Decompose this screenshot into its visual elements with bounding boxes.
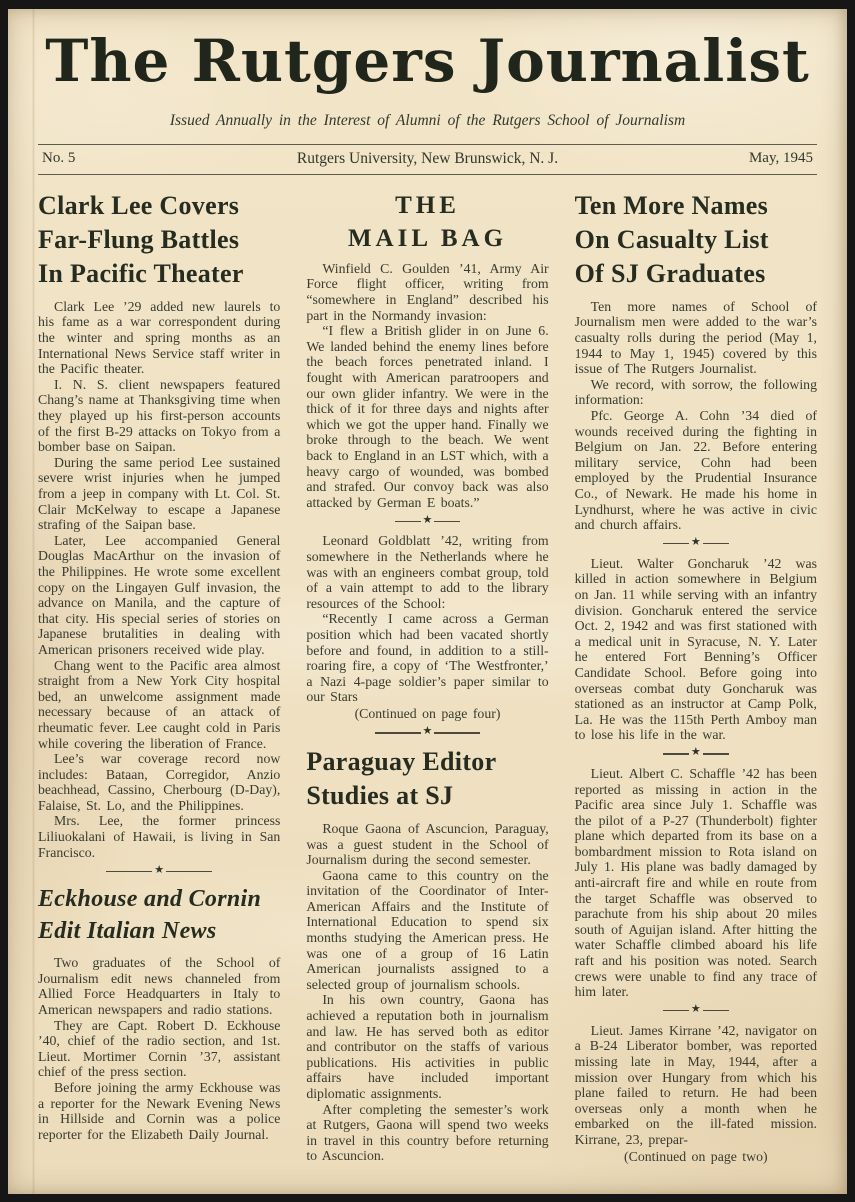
article-body xyxy=(575,1023,817,1148)
article-body xyxy=(575,299,817,533)
headline-line: Studies at SJ xyxy=(306,780,454,810)
headline-line: Eckhouse and Cornin xyxy=(38,886,262,913)
divider-rule xyxy=(375,732,421,733)
headline-line: Of SJ Graduates xyxy=(574,258,766,288)
article-body xyxy=(306,821,548,1164)
article-body xyxy=(306,261,548,511)
headline-line: Edit Italian News xyxy=(38,918,217,945)
newspaper-page xyxy=(8,9,847,1194)
article-paragraph: I. N. S. client newspapers featured Chang’s name at Thanksgiving time when they played up his first-person accounts of the first B-29 attacks on Tokyo from a bomber base on Saipan. xyxy=(38,376,281,455)
divider-rule xyxy=(663,543,689,544)
continued-note: (Continued on page two) xyxy=(624,1148,768,1164)
dateline-bar xyxy=(38,144,817,175)
star-divider xyxy=(306,514,548,528)
divider-rule xyxy=(663,1010,689,1011)
divider-rule xyxy=(703,543,729,544)
article-paragraph: “Recently I came across a German position which had been vacated shortly before and found, in addition to a still-roaring fire, a copy of ‘The Westfronter,’ a Nazi 4-page soldier’s paper similar to our Stars xyxy=(306,611,549,705)
headline-line: Ten More Names xyxy=(574,190,769,220)
divider-rule xyxy=(703,1010,729,1011)
headline-line: Far-Flung Battles xyxy=(38,224,240,254)
article-paragraph: They are Capt. Robert D. Eckhouse ’40, chief of the radio section, and 1st. Lieut. Mortimer Cornin ’37, assistant chief of the press section. xyxy=(38,1017,281,1080)
headline-line: MAIL BAG xyxy=(347,224,508,252)
star-divider xyxy=(575,1004,817,1018)
publisher-location: Rutgers University, New Brunswick, N. J. xyxy=(296,149,559,167)
continued-note: (Continued on page four) xyxy=(354,705,501,721)
article-body xyxy=(38,299,280,860)
column-layout xyxy=(8,175,847,1165)
newspaper-subtitle: Issued Annually in the Interest of Alumni of the Rutgers School of Journalism xyxy=(169,111,686,129)
headline-line: Clark Lee Covers xyxy=(38,190,240,220)
article-paragraph: Winfield C. Goulden ’41, Army Air Force flight officer, writing from “somewhere in England” described his part in the Normandy invasion: xyxy=(306,260,549,323)
article-body xyxy=(575,766,817,1000)
article-paragraph: Clark Lee ’29 added new laurels to his fame as a war correspondent during the winter and spring months as an International News Service staff writer in the Pacific theater. xyxy=(38,298,281,377)
article-paragraph: Chang went to the Pacific area almost straight from a New York City hospital bed, an unwelcome assignment made necessary because of an attack of rheumatic fever. Lee caught cold in Paris while covering the liberation of France. xyxy=(38,657,281,751)
masthead xyxy=(8,9,847,130)
article-paragraph: Lieut. James Kirrane ’42, navigator on a B-24 Liberator bomber, was reported missing late in May, 1944, after a mission over Hungary from which his plane failed to return. He had been overseas only a month when he embarked on the ill-fated mission. Kirrane, 23, prepar- xyxy=(574,1022,817,1147)
divider-rule xyxy=(434,732,480,733)
article-paragraph: Ten more names of School of Journalism men were added to the war’s casualty rolls during the period (May 1, 1944 to May 1, 1945) covered by this issue of The Rutgers Journalist. xyxy=(574,298,817,377)
star-divider-icon: ★ xyxy=(690,1003,701,1016)
column-1 xyxy=(38,187,280,1165)
article-paragraph: Leonard Goldblatt ’42, writing from somewhere in the Netherlands where he was with an engineers combat group, told of a vain attempt to add to the library resources of the School: xyxy=(306,533,549,611)
star-divider-icon: ★ xyxy=(422,513,433,526)
headline-line: Paraguay Editor xyxy=(306,746,497,776)
issue-date: May, 1945 xyxy=(748,150,813,167)
article-eckhouse-cornin xyxy=(38,883,280,1142)
paper-crease xyxy=(32,9,35,1194)
article-paragraph: Mrs. Lee, the former princess Liliuokalani of Hawaii, is living in San Francisco. xyxy=(38,813,281,860)
article-paragraph: Before joining the army Eckhouse was a reporter for the Newark Evening News in Hillside and Cornin was a police reporter for the Elizabeth Daily Journal. xyxy=(38,1080,281,1142)
article-paragraph: Lee’s war coverage record now includes: Bataan, Corregidor, Anzio beachhead, Cassino, Cherbourg (D-Day), Falaise, St. Lo, and the Philippines. xyxy=(38,751,281,813)
article-paragraph: During the same period Lee sustained severe wrist injuries when he jumped from a jeep in company with Lt. Col. St. Clair McKelway to escape a Japanese strafing of the Saipan base. xyxy=(38,454,281,533)
article-paragraph: Gaona came to this country on the invitation of the Coordinator of Inter-American Affairs and the Institute of International Education to spend six months studying the American press. He was one of a group of 16 Latin American journalists assigned to a selected group of journalism schools. xyxy=(306,867,549,992)
star-divider-icon: ★ xyxy=(154,863,165,876)
issue-number: No. 5 xyxy=(42,150,76,167)
article-paragraph: Roque Gaona of Ascuncion, Paraguay, was a guest student in the School of Journalism during the second semester. xyxy=(306,820,549,868)
article-paragraph: “I flew a British glider in on June 6. We landed behind the enemy lines before the beach forces penetrated inland. I fought with American paratroopers and our own glider infantry. We were in the thick of it for three days and nights after which we got the upper hand. Finally we broke through to the beach. We went back to England in an LST which, with a heavy cargo of wounded, was bombed and strafed. Our convoy back was also attacked by German E boats.” xyxy=(306,323,549,510)
article-paragraph: Lieut. Walter Goncharuk ’42 was killed in action somewhere in Belgium on Jan. 11 while serving with an infantry division. Goncharuk entered the service Oct. 2, 1942 and was first stationed with a medical unit in Syracuse, N. Y. Later he entered Fort Benning’s Officer Candidate School. Before going into overseas combat duty Goncharuk was stationed as an instructor at Camp Polk, La. He was the 115th Perth Amboy man to lose his life in the war. xyxy=(574,555,817,743)
article-headline xyxy=(575,189,817,291)
divider-rule xyxy=(166,871,212,872)
star-divider xyxy=(306,726,548,740)
article-paragraph: Lieut. Albert C. Schaffle ’42 has been reported as missing in action in the Pacific area since July 1. Schaffle was the pilot of a P-27 (Thunderbolt) fighter plane which departed from its base on a bombardment mission to Rota island on July 1. His plane was badly damaged by anti-aircraft fire and while en route from the target Schaffle was observed to parachute from his ship about 20 miles south of Aguijan island. After hitting the water Schaffle climbed aboard his life raft and his position was noted. Search crews were unable to find any trace of him later. xyxy=(574,765,817,1000)
star-divider-icon: ★ xyxy=(422,725,433,738)
divider-rule xyxy=(106,871,152,872)
article-casualty-list xyxy=(575,189,817,1165)
headline-line: In Pacific Theater xyxy=(38,258,244,288)
article-headline xyxy=(38,883,280,947)
article-clark-lee xyxy=(38,189,280,860)
star-divider xyxy=(575,747,817,761)
headline-line: On Casualty List xyxy=(574,224,769,254)
article-mail-bag xyxy=(306,189,548,722)
article-paragraph: We record, with sorrow, the following information: xyxy=(574,376,817,408)
star-divider xyxy=(38,864,280,878)
article-paragraph: In his own country, Gaona has achieved a reputation both in journalism and law. He has served both as editor and contributor on the staffs of various publications. His activities in public affairs have included important diplomatic assignments. xyxy=(306,992,549,1102)
article-paragraph: After completing the semester’s work at Rutgers, Gaona will spend two weeks in travel in this country before returning to Ascuncion. xyxy=(306,1101,549,1164)
column-3 xyxy=(575,187,817,1165)
article-paraguay-editor xyxy=(306,745,548,1164)
article-body xyxy=(306,533,548,705)
divider-rule xyxy=(703,753,729,754)
star-divider xyxy=(575,537,817,551)
divider-rule xyxy=(434,521,460,522)
column-2 xyxy=(306,187,548,1165)
star-divider-icon: ★ xyxy=(690,746,701,759)
divider-rule xyxy=(663,753,689,754)
star-divider-icon: ★ xyxy=(690,536,701,549)
article-paragraph: Pfc. George A. Cohn ’34 died of wounds received during the fighting in Belgium on Jan. 22. Before entering military service, Cohn had been employed by the Prudential Insurance Co., of Newark. He made his home in Lyndhurst, where he was active in civic and church affairs. xyxy=(574,408,817,533)
newspaper-title: The Rutgers Journalist xyxy=(45,27,810,95)
divider-rule xyxy=(395,521,421,522)
article-headline xyxy=(306,745,548,813)
article-body xyxy=(575,556,817,743)
headline-line: THE xyxy=(395,191,460,219)
article-paragraph: Later, Lee accompanied General Douglas MacArthur on the invasion of the Philippines. He wrote some excellent copy on the Lingayen Gulf invasion, the advance on Manila, and the capture of that city. His special series of stories on Japanese brutalities in dealing with American prisoners received wide play. xyxy=(38,532,281,657)
article-paragraph: Two graduates of the School of Journalism edit news channeled from Allied Force Headquarters in Italy to American newspapers and radio stations. xyxy=(38,955,281,1018)
article-headline xyxy=(38,189,280,291)
article-body xyxy=(38,955,280,1142)
article-headline xyxy=(306,189,548,255)
